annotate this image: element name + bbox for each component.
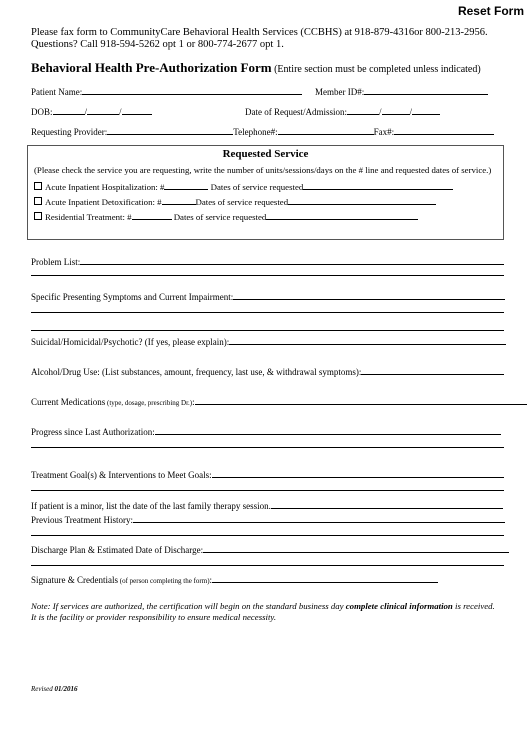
medications-label: Current Medications <box>31 397 106 407</box>
dob-row <box>31 106 152 117</box>
minor-field[interactable] <box>271 500 503 509</box>
problem-list-field[interactable] <box>80 256 504 265</box>
revised-label: Revised <box>31 685 55 693</box>
request-year-field[interactable] <box>409 106 440 117</box>
suicidal-field[interactable] <box>229 336 506 345</box>
dates-label: Dates of service requested <box>173 212 267 222</box>
request-day-field[interactable] <box>382 106 410 115</box>
service-option-detox <box>34 196 436 207</box>
previous-line-2[interactable] <box>31 526 504 536</box>
dob-day-field[interactable] <box>84 106 119 117</box>
alcohol-field[interactable] <box>361 366 504 375</box>
suicidal-row <box>31 336 506 347</box>
fax-field[interactable] <box>394 126 494 135</box>
suicidal-label: Suicidal/Homicidal/Psychotic? (If yes, please explain): <box>31 337 230 347</box>
symptoms-field[interactable] <box>233 291 505 300</box>
detox-checkbox[interactable] <box>34 197 42 205</box>
discharge-row <box>31 544 509 555</box>
telephone-field[interactable] <box>278 126 374 135</box>
patient-name-field[interactable] <box>82 86 302 95</box>
residential-units-field[interactable] <box>132 211 172 220</box>
member-id-row <box>315 86 488 97</box>
alcohol-row <box>31 366 504 377</box>
residential-checkbox[interactable] <box>34 212 42 220</box>
detox-units-field[interactable] <box>162 196 196 205</box>
previous-label: Previous Treatment History: <box>31 515 134 525</box>
progress-field[interactable] <box>155 426 501 435</box>
hospitalization-dates-field[interactable] <box>303 181 453 190</box>
previous-row <box>31 514 505 525</box>
note-text-start: Note: If services are authorized, the certification will begin on the standard business day <box>31 601 346 611</box>
discharge-line-2[interactable] <box>31 556 504 566</box>
minor-label: If patient is a minor, list the date of the last family therapy session. <box>31 501 271 511</box>
dob-slash: / <box>84 107 88 117</box>
requested-service-box <box>27 145 504 240</box>
member-id-field[interactable] <box>364 86 488 95</box>
symptoms-row <box>31 291 505 302</box>
note-emphasis: complete clinical information <box>345 601 453 611</box>
signature-note: (of person completing the form) <box>117 577 210 585</box>
discharge-field[interactable] <box>203 544 509 553</box>
medications-note: (type, dosage, prescribing Dr.) <box>105 399 193 407</box>
member-id-label: Member ID#: <box>315 87 365 97</box>
problem-list-label: Problem List: <box>31 257 81 267</box>
hospitalization-checkbox[interactable] <box>34 182 42 190</box>
patient-name-label: Patient Name: <box>31 87 83 97</box>
signature-colon: : <box>209 575 213 585</box>
request-month-field[interactable] <box>347 106 379 115</box>
detox-dates-field[interactable] <box>288 196 436 205</box>
progress-row <box>31 426 501 437</box>
symptoms-line-2[interactable] <box>31 303 504 313</box>
fax-instructions: Please fax form to CommunityCare Behavioral Health Services (CCBHS) at 918-879-4316or 800-213-2956. <box>31 27 488 38</box>
service-option-hospitalization <box>34 181 453 192</box>
request-slash: / <box>409 107 413 117</box>
service-option-label: Acute Inpatient Detoxification: # <box>45 197 162 207</box>
medications-row <box>31 396 527 407</box>
date-request-row <box>245 106 440 117</box>
service-option-label: Residential Treatment: # <box>45 212 132 222</box>
hospitalization-units-field[interactable] <box>164 181 208 190</box>
form-title <box>31 60 481 76</box>
signature-label: Signature & Credentials <box>31 575 118 585</box>
requested-service-title: Requested Service <box>222 148 309 160</box>
dob-label: DOB: <box>31 107 53 117</box>
goals-row <box>31 469 504 480</box>
service-option-label: Acute Inpatient Hospitalization: # <box>45 182 165 192</box>
date-request-label: Date of Request/Admission: <box>245 107 347 117</box>
dates-label: Dates of service requested <box>195 197 289 207</box>
dob-year-field[interactable] <box>122 106 152 115</box>
fax-label: Fax#: <box>373 127 395 137</box>
previous-field[interactable] <box>133 514 505 523</box>
dob-slash: / <box>119 107 122 117</box>
progress-line-2[interactable] <box>31 438 504 448</box>
questions-contact: Questions? Call 918-594-5262 opt 1 or 800-774-2677 opt 1. <box>31 39 284 50</box>
signature-row <box>31 574 438 585</box>
medical-necessity-note: It is the facility or provider responsibility to ensure medical necessity. <box>31 612 277 622</box>
progress-label: Progress since Last Authorization: <box>31 427 155 437</box>
authorization-note <box>31 601 495 611</box>
goals-field[interactable] <box>212 469 504 478</box>
discharge-label: Discharge Plan & Estimated Date of Discharge: <box>31 545 204 555</box>
form-title-main: Behavioral Health Pre-Authorization Form <box>31 60 272 75</box>
problem-list-line-2[interactable] <box>31 266 504 276</box>
patient-name-row <box>31 86 302 97</box>
revision-date <box>31 685 77 693</box>
goals-line-2[interactable] <box>31 481 504 491</box>
medications-colon: : <box>192 397 195 407</box>
note-text-end: is received. <box>452 601 495 611</box>
symptoms-line-3[interactable] <box>31 321 504 331</box>
signature-field[interactable] <box>209 574 438 585</box>
revised-date: 01/2016 <box>54 685 78 693</box>
dob-month-field[interactable] <box>53 106 85 115</box>
telephone-label: Telephone#: <box>233 127 278 137</box>
service-option-residential <box>34 211 418 222</box>
alcohol-label: Alcohol/Drug Use: (List substances, amount, frequency, last use, & withdrawal symptoms): <box>31 367 362 377</box>
form-title-note: (Entire section must be completed unless indicated) <box>271 64 481 75</box>
provider-row <box>31 126 494 137</box>
medications-field[interactable] <box>195 396 527 405</box>
request-slash: / <box>379 107 382 117</box>
requested-service-instructions: (Please check the service you are requesting, write the number of units/sessions/days on the # line and requested dates of service.) <box>34 165 492 175</box>
dates-label: Dates of service requested <box>210 182 304 192</box>
requesting-provider-field[interactable] <box>107 126 233 135</box>
goals-label: Treatment Goal(s) & Interventions to Meet Goals: <box>31 470 212 480</box>
minor-row <box>31 500 503 511</box>
requesting-provider-label: Requesting Provider: <box>31 127 108 137</box>
residential-dates-field[interactable] <box>266 211 418 220</box>
symptoms-label: Specific Presenting Symptoms and Current Impairment: <box>31 292 234 302</box>
reset-form-button[interactable]: Reset Form <box>457 4 524 18</box>
